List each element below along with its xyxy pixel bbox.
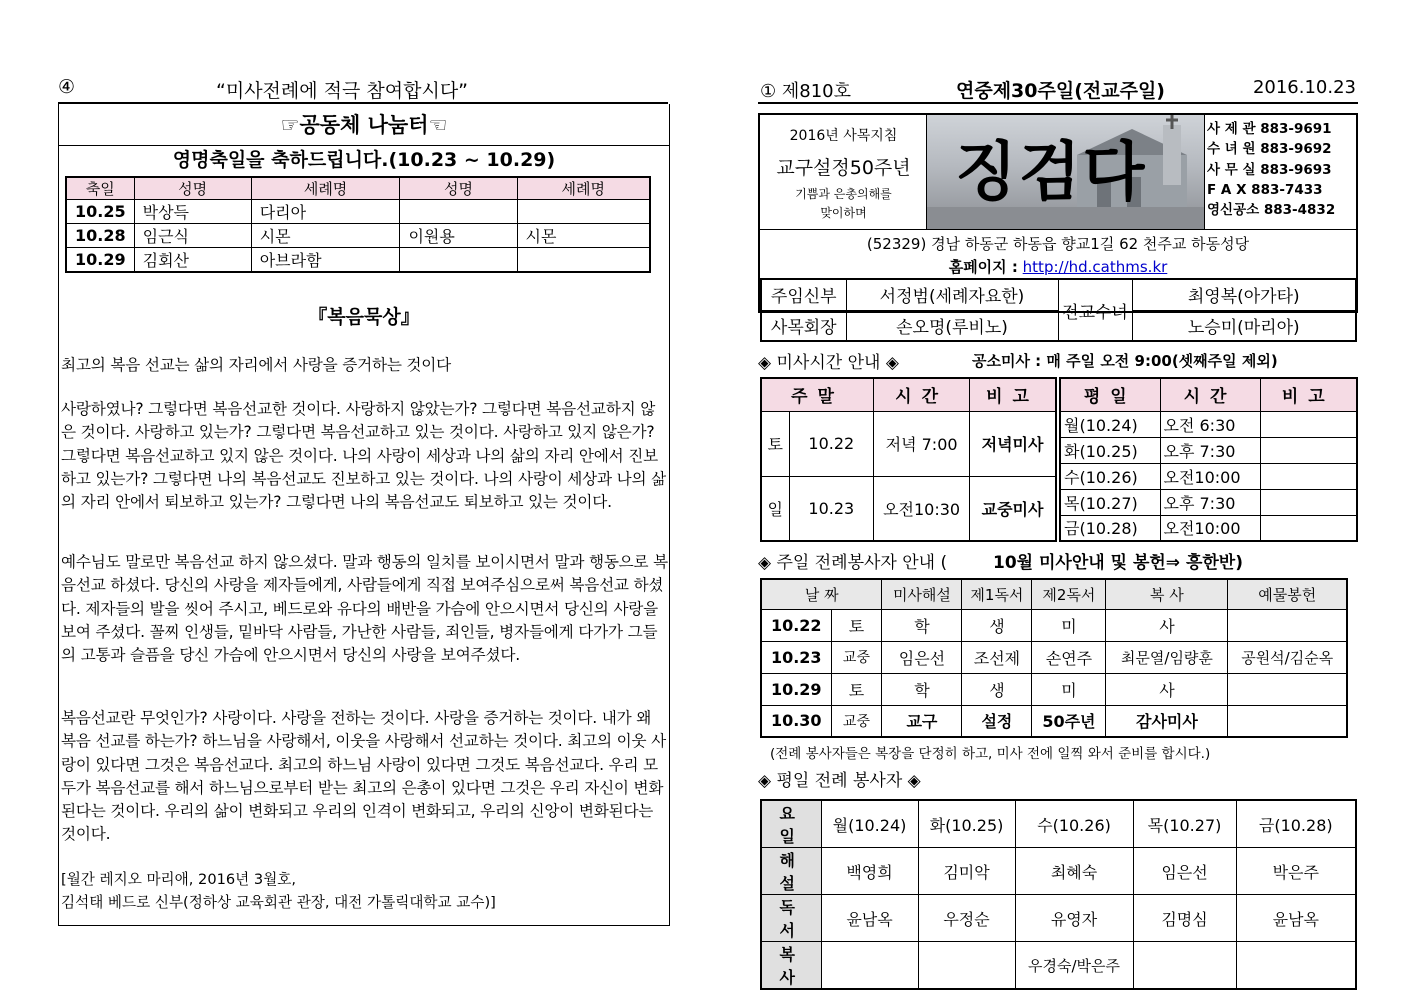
weekday-servers-cell: 유영자 [1015,895,1133,942]
servers-cell: 학 [882,673,962,705]
table-row [761,848,1356,895]
weekend-header-row [761,378,1056,411]
weekday-servers-role: 해 설 [761,848,821,895]
servers-cell: 생 [962,609,1032,641]
table-row [1060,463,1357,489]
weekend-header-cell: 비고 [970,378,1056,411]
left-page-number: ④ [58,76,76,98]
sunday-servers-title: ◈ 주일 전례봉사자 안내 ( [758,553,948,573]
feast-header-cell: 세례명 [251,177,400,200]
feast-name: 박상득 [134,200,251,224]
feast-header-cell: 세례명 [517,177,650,200]
table-row [761,705,1347,737]
servers-cell [1228,673,1347,705]
weekend-time: 저녁 7:00 [874,411,970,476]
weekday-time: 오전10:00 [1160,463,1260,489]
source-line: [월간 레지오 마리애, 2016년 3월호, [61,871,297,888]
weekend-header-cell: 시간 [874,378,970,411]
meditation-paragraph: 사랑하였나? 그렇다면 복음선교한 것이다. 사랑하지 않았는가? 그렇다면 복음선교하지 않은 것이다. 사랑하고 있는가? 그렇다면 복음선교하고 있는 것이다. 사랑하고 있지 않은가? 그렇다면 복음선교하고 있지 않은 것이다. 나의 사랑이 세상과 나의 삶의 자리 안에서 진보하고 있는가? 그렇다면 나의 복음선교도 진보하고 있는 것이다. 나의 사랑이 세상과 나의 삶의 자리 안에서 퇴보하고 있는가? 그렇다면 나의 복음선교도 퇴보하고 있는 것이다. [61,400,667,512]
servers-cell: 임은선 [882,641,962,673]
servers-cell [1228,609,1347,641]
weekday-servers-role: 독 서 [761,895,821,942]
servers-date: 10.29 [761,673,831,705]
feast-baptismal-name [517,200,650,224]
contact-item: 사 무 실 883-9693 [1207,161,1332,178]
servers-cell: 학 [882,609,962,641]
weekend-date: 10.22 [789,411,874,476]
table-row [761,673,1347,705]
weekday-day: 월(10.24) [1060,411,1160,437]
weekday-servers-header-cell: 금(10.28) [1236,800,1356,848]
servers-header-row [761,579,1347,609]
table-row [1060,437,1357,463]
issue-date: 2016.10.23 [1252,77,1356,98]
table-row [761,279,1356,310]
weekday-day: 수(10.26) [1060,463,1160,489]
table-row [761,895,1356,942]
servers-header-cell: 제2독서 [1032,579,1106,609]
staff-role: 사목회장 [761,310,846,341]
contact-item: 수 녀 원 883-9692 [1207,141,1332,158]
weekend-note: 저녁미사 [970,411,1056,476]
servers-notice: (전례 봉사자들은 복장을 단정히 하고, 미사 전에 일찍 와서 준비를 합시다.) [770,746,1211,762]
feast-name: 김회산 [134,248,251,273]
weekday-header-row [1060,378,1357,411]
weekend-date: 10.23 [789,476,874,541]
feast-name: 이원용 [400,224,517,248]
weekday-note [1260,515,1357,541]
weekday-servers-title: ◈ 평일 전례 봉사자 ◈ [758,771,921,791]
weekday-servers-cell: 최혜숙 [1015,848,1133,895]
weekday-servers-cell: 임은선 [1133,848,1236,895]
servers-header-cell: 미사해설 [882,579,962,609]
weekday-time: 오전10:00 [1160,515,1260,541]
weekday-servers-cell [918,942,1015,990]
weekday-servers-header-cell: 화(10.25) [918,800,1015,848]
servers-cell: 생 [962,673,1032,705]
feast-header-cell: 성명 [134,177,251,200]
feast-header-row [66,177,650,200]
feast-header-cell: 축일 [66,177,134,200]
servers-date: 10.23 [761,641,831,673]
feast-date: 10.29 [66,248,134,273]
pastoral-year: 2016년 사목지침 [789,128,898,144]
meditation-paragraph: 복음선교란 무엇인가? 사랑이다. 사랑을 전하는 것이다. 사랑을 증거하는 것이다. 내가 왜 복음 선교를 하는가? 하느님을 사랑해서, 이웃을 사랑해서 선교하는 것이다. 최고의 이웃 사랑이 있다면 그것은 복음선교다. 최고의 하느님 사랑이 있다면 그것도 복음선교다. 우리 모두가 복음선교를 해서 하느님으로부터 받는 최고의 은총이 있다면 그것은 우리 자신이 변화된다는 것이다. 우리의 삶이 변화되고 우리의 인격이 변화되고, 우리의 신앙이 변화된다는 것이다. [61,709,667,844]
table-row [66,224,650,248]
homepage-label: 홈페이지 : [948,258,1018,276]
right-page-header [758,74,1358,104]
table-row [66,248,650,273]
contact-item: 사 제 관 883-9691 [1207,121,1332,137]
feast-date: 10.28 [66,224,134,248]
table-row [761,476,1056,541]
servers-day: 토 [831,673,882,705]
meditation-title: 『복음묵상』 [308,306,420,328]
weekday-day: 화(10.25) [1060,437,1160,463]
weekend-day: 토 [761,411,789,476]
feast-name [400,248,517,273]
contact-item: 영신공소 883-4832 [1207,202,1336,219]
weekday-header-cell: 평일 [1060,378,1160,411]
weekday-servers-header-cell: 수(10.26) [1015,800,1133,848]
servers-cell [1228,705,1347,737]
servers-cell: 사 [1106,673,1228,705]
servers-cell: 공원석/김순옥 [1228,641,1347,673]
weekday-servers-cell: 윤남옥 [1236,895,1356,942]
weekday-servers-header-cell: 월(10.24) [821,800,918,848]
servers-cell: 50주년 [1032,705,1106,737]
weekday-servers-cell [1236,942,1356,990]
weekday-servers-cell: 박은주 [1236,848,1356,895]
servers-header-cell: 날 짜 [761,579,882,609]
feast-name: 임근식 [134,224,251,248]
staff-name: 서정범(세례자요한) [846,279,1058,310]
staff-table [760,278,1357,342]
weekday-time: 오전 6:30 [1160,411,1260,437]
meditation-paragraph: 최고의 복음 선교는 삶의 자리에서 사랑을 증거하는 것이다 [61,356,452,374]
feast-date: 10.25 [66,200,134,224]
left-slogan: “미사전례에 적극 참여합시다” [216,80,469,102]
weekday-servers-header-cell: 목(10.27) [1133,800,1236,848]
feast-baptismal-name: 시몬 [517,224,650,248]
weekday-time: 오후 7:30 [1160,437,1260,463]
church-address: (52329) 경남 하동군 하동읍 향교1길 62 천주교 하동성당 [866,235,1250,253]
table-row [761,942,1356,990]
staff-role: 전교수녀 [1058,279,1132,341]
table-row [1060,515,1357,541]
servers-date: 10.30 [761,705,831,737]
weekend-note: 교중미사 [970,476,1056,541]
contact-list [1207,119,1357,220]
table-row [66,200,650,224]
weekend-header-cell: 주말 [761,378,874,411]
servers-cell: 미 [1032,673,1106,705]
jubilee-subtitle: 기쁨과 은총의해를 [795,187,892,201]
weekday-servers-header-cell: 요 일 [761,800,821,848]
sunday-servers-note: 10월 미사안내 및 봉헌⇒ 흥한반) [993,553,1243,573]
feast-header-cell: 성명 [400,177,517,200]
church-photo [927,115,1205,229]
bulletin-title: 징검다 [955,136,1147,210]
feast-title: 영명축일을 축하드립니다.(10.23 ~ 10.29) [172,149,556,171]
servers-date: 10.22 [761,609,831,641]
sunday-title: 연중제30주일(전교주일) [956,80,1165,102]
jubilee-subtitle: 맞이하며 [820,206,867,220]
pastoral-guideline-box [760,115,927,229]
servers-day: 교중 [831,705,882,737]
table-row [761,609,1347,641]
weekday-header-cell: 비고 [1260,378,1357,411]
weekday-servers-cell [1133,942,1236,990]
source-citation [61,868,667,914]
servers-day: 교중 [831,641,882,673]
source-line: 김석태 베드로 신부(정하상 교육회관 관장, 대전 가톨릭대학교 교수)] [61,894,496,911]
weekday-note [1260,411,1357,437]
weekday-servers-header-row [761,800,1356,848]
weekday-servers-cell: 김명심 [1133,895,1236,942]
servers-cell: 감사미사 [1106,705,1228,737]
community-title: ☞공동체 나눔터☜ [59,104,669,146]
table-row [1060,411,1357,437]
weekday-header-cell: 시간 [1160,378,1260,411]
weekday-servers-cell: 우정순 [918,895,1015,942]
weekend-time: 오전10:30 [874,476,970,541]
feast-baptismal-name: 아브라함 [251,248,400,273]
homepage-row [760,256,1356,277]
weekday-note [1260,437,1357,463]
table-row [761,411,1056,476]
homepage-link[interactable]: http://hd.cathms.kr [1022,258,1168,276]
mass-time-title: ◈ 미사시간 안내 ◈ [758,353,899,373]
servers-day: 토 [831,609,882,641]
table-row [761,641,1347,673]
contact-item: F A X 883-7433 [1207,181,1323,198]
servers-cell: 최문열/임량훈 [1106,641,1228,673]
weekday-servers-role: 복 사 [761,942,821,990]
servers-cell: 미 [1032,609,1106,641]
servers-header-cell: 제1독서 [962,579,1032,609]
weekday-servers-cell: 윤남옥 [821,895,918,942]
issue-number: ① 제810호 [760,81,851,102]
feast-table [65,176,651,273]
weekend-mass-table [760,377,1057,542]
staff-name: 최영복(아가타) [1132,279,1356,310]
servers-cell: 설정 [962,705,1032,737]
feast-name [400,200,517,224]
weekday-servers-table [760,799,1357,990]
servers-cell: 사 [1106,609,1228,641]
servers-header-cell: 예물봉헌 [1228,579,1347,609]
sunday-servers-table [760,578,1348,738]
meditation-paragraph: 예수님도 말로만 복음선교 하지 않으셨다. 말과 행동의 일치를 보이시면서 말과 행동으로 복음선교 하셨다. 당신의 사랑을 제자들에게, 사람들에게 직접 보여주심으로써 복음선교 하셨다. 제자들의 발을 씻어 주시고, 베드로와 유다의 배반을 가슴에 안으시면서 당신의 사랑을 보여 주셨다. 꼴찌 인생들, 밑바닥 사람들, 가난한 사람들, 죄인들, 병자들에게 다가가 그들의 고통과 슬픔을 당신 가슴에 안으시면서 당신의 사랑을 보여주셨다. [61,553,669,665]
weekday-servers-cell: 김미악 [918,848,1015,895]
weekday-time: 오후 7:30 [1160,489,1260,515]
weekday-note [1260,489,1357,515]
feast-baptismal-name [517,248,650,273]
staff-name: 손오명(루비노) [846,310,1058,341]
servers-cell: 손연주 [1032,641,1106,673]
feast-baptismal-name: 다리아 [251,200,400,224]
weekday-servers-cell [821,942,918,990]
weekday-servers-cell: 백영희 [821,848,918,895]
jubilee-title: 교구설정50주년 [776,157,911,179]
servers-cell: 교구 [882,705,962,737]
mission-mass-note: 공소미사 : 매 주일 오전 9:00(셋째주일 제외) [972,352,1278,370]
weekday-mass-table [1059,377,1358,542]
table-row [1060,489,1357,515]
staff-role: 주임신부 [761,279,846,310]
servers-cell: 조선제 [962,641,1032,673]
address-box [760,229,1356,281]
servers-header-cell: 복 사 [1106,579,1228,609]
left-page-header [58,74,668,104]
weekday-servers-cell: 우경숙/박은주 [1015,942,1133,990]
weekend-day: 일 [761,476,789,541]
weekday-day: 목(10.27) [1060,489,1160,515]
weekday-note [1260,463,1357,489]
feast-baptismal-name: 시몬 [251,224,400,248]
community-box [58,104,670,926]
weekday-day: 금(10.28) [1060,515,1160,541]
staff-name: 노승미(마리아) [1132,310,1356,341]
